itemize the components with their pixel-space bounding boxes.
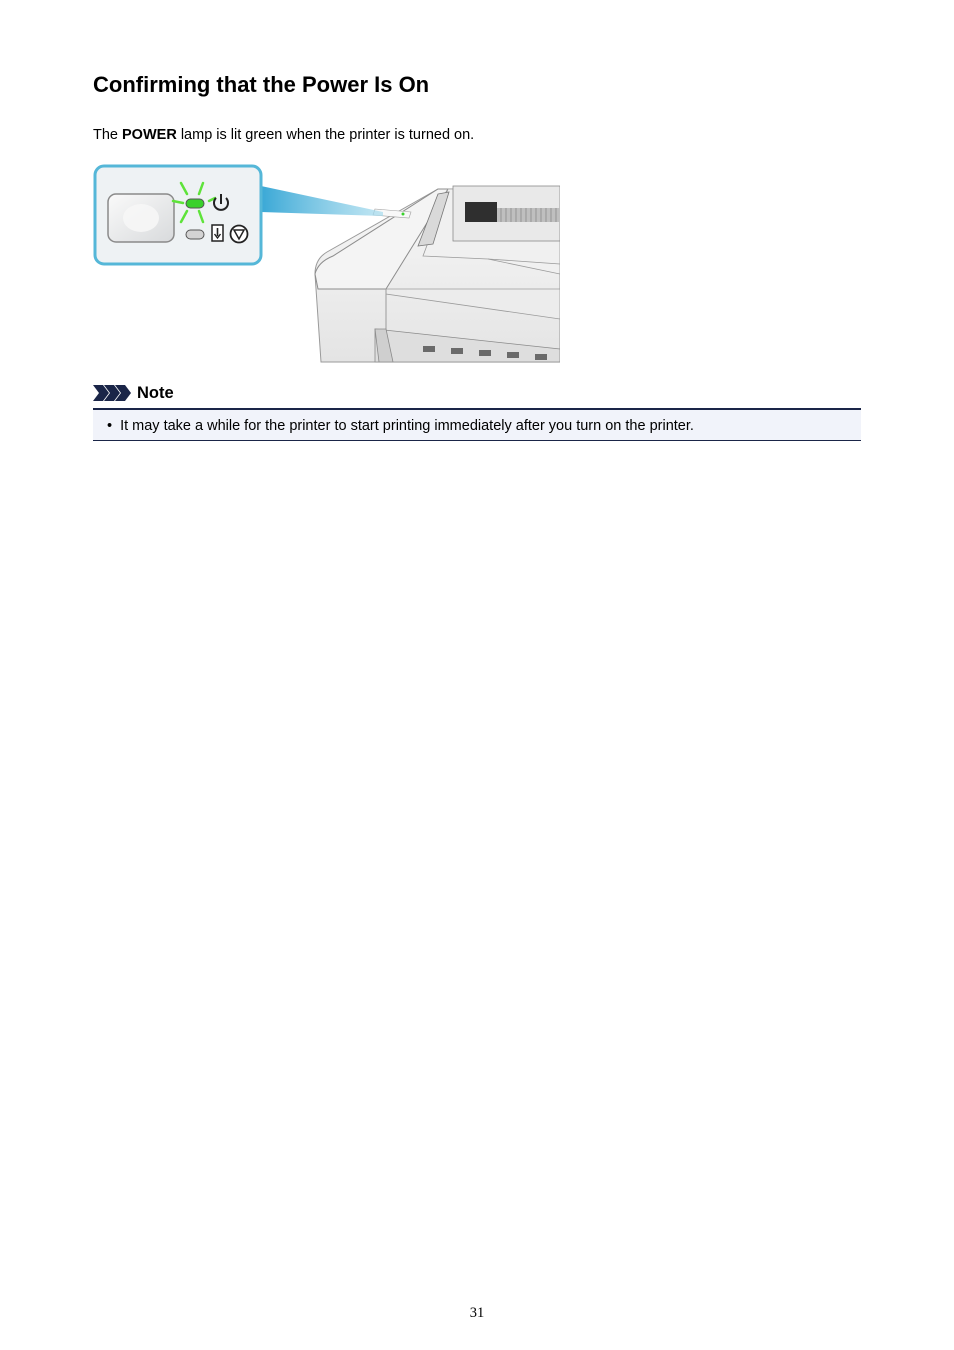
- power-keyword: POWER: [122, 127, 177, 143]
- paper-icon: [212, 225, 223, 241]
- note-list-item: [107, 416, 694, 436]
- resume-cancel-icon: [231, 226, 248, 243]
- note-box: [93, 408, 861, 441]
- intro-text-after: lamp is lit green when the printer is turned on.: [176, 127, 475, 143]
- control-panel-callout: [95, 166, 261, 264]
- note-item-text: It may take a while for the printer to start printing immediately after you turn on the printer.: [120, 418, 694, 434]
- note-header: [93, 382, 174, 404]
- page-number: 31: [469, 1305, 485, 1321]
- intro-paragraph: [93, 125, 474, 145]
- note-label: Note: [137, 383, 174, 402]
- intro-text-before: The: [93, 127, 123, 143]
- power-lamp: [186, 199, 204, 208]
- note-chevrons-icon: [93, 385, 131, 401]
- alarm-lamp: [186, 230, 204, 239]
- callout-beam: [261, 186, 383, 216]
- page-title: Confirming that the Power Is On: [93, 72, 430, 97]
- bullet-icon: •: [107, 418, 113, 434]
- printer-power-illustration: [93, 164, 560, 364]
